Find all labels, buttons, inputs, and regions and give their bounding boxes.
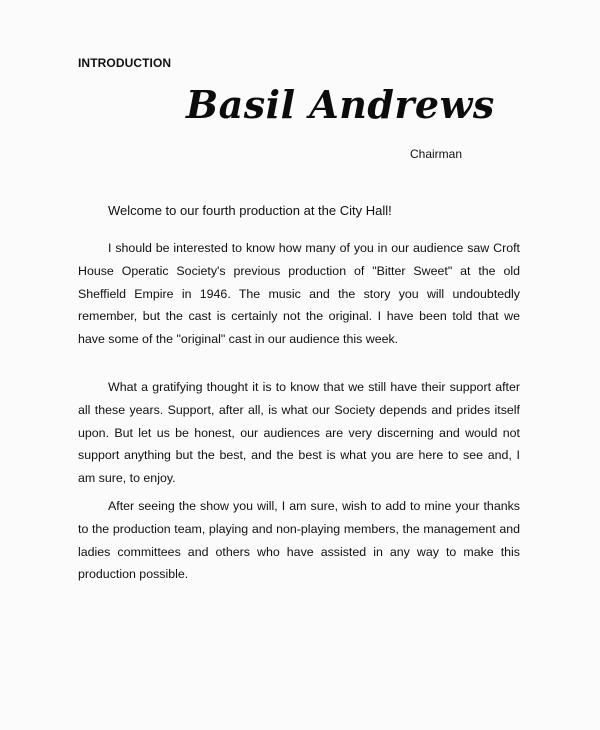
- signature-name: Basil Andrews: [186, 82, 495, 127]
- body-paragraph: What a gratifying thought it is to know that we still have their support after all these years. Support, after all, is what our Society depends and prides itself upon. But let us be honest, our audiences are very discerning and would not support anything but the best, and the best is what you are here to see and, I am sure, to enjoy.: [78, 380, 520, 486]
- section-heading: INTRODUCTION: [78, 56, 172, 70]
- signature-role: Chairman: [410, 147, 463, 161]
- body-paragraph: I should be interested to know how many of you in our audience saw Croft House Operatic Society's previous production of "Bitter Sweet" at the old Sheffield Empire in 1946. The music and the story you will undoubtedly remember, but the cast is certainly not the original. I have been told that we have some of the "original" cast in our audience this week.: [78, 241, 520, 347]
- body-paragraph: After seeing the show you will, I am sure, wish to add to mine your thanks to the production team, playing and non-playing members, the management and ladies committees and others who have assisted in any way to make this production possible.: [78, 499, 520, 582]
- welcome-line: Welcome to our fourth production at the City Hall!: [108, 203, 392, 218]
